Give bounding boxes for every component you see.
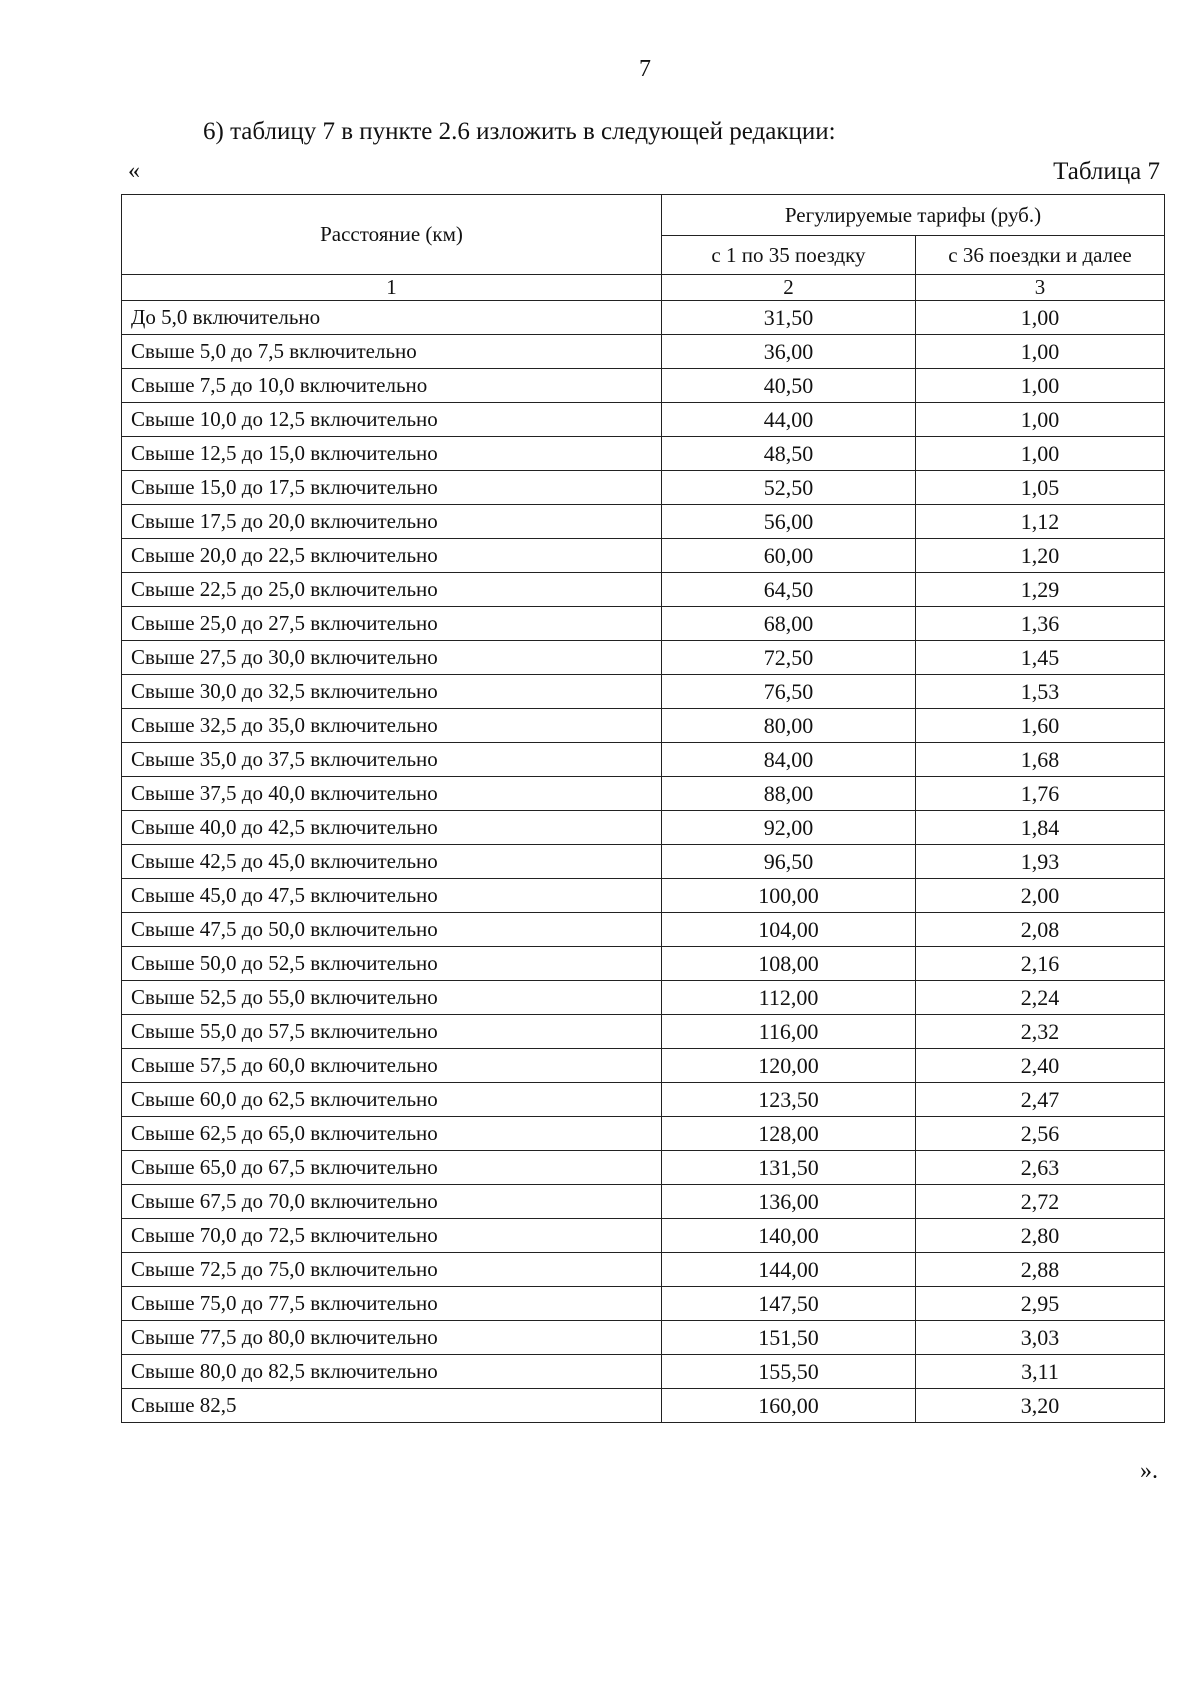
tariff-36-plus-cell: 1,76 xyxy=(916,777,1165,811)
distance-cell: Свыше 40,0 до 42,5 включительно xyxy=(122,811,662,845)
header-distance: Расстояние (км) xyxy=(122,195,662,275)
page-number: 7 xyxy=(639,56,651,82)
table-row xyxy=(122,641,1165,675)
distance-cell: Свыше 55,0 до 57,5 включительно xyxy=(122,1015,662,1049)
tariff-1-35-cell: 76,50 xyxy=(662,675,916,709)
distance-cell: Свыше 27,5 до 30,0 включительно xyxy=(122,641,662,675)
distance-cell: Свыше 15,0 до 17,5 включительно xyxy=(122,471,662,505)
table-row xyxy=(122,777,1165,811)
tariff-36-plus-cell: 2,08 xyxy=(916,913,1165,947)
tariff-36-plus-cell: 1,00 xyxy=(916,437,1165,471)
distance-cell: Свыше 77,5 до 80,0 включительно xyxy=(122,1321,662,1355)
distance-cell: Свыше 5,0 до 7,5 включительно xyxy=(122,335,662,369)
tariff-1-35-cell: 140,00 xyxy=(662,1219,916,1253)
tariff-1-35-cell: 160,00 xyxy=(662,1389,916,1423)
tariff-1-35-cell: 48,50 xyxy=(662,437,916,471)
tariff-36-plus-cell: 1,93 xyxy=(916,845,1165,879)
table-row xyxy=(122,403,1165,437)
table-row xyxy=(122,879,1165,913)
open-quote: « xyxy=(128,158,140,184)
table-row xyxy=(122,437,1165,471)
tariff-1-35-cell: 131,50 xyxy=(662,1151,916,1185)
distance-cell: Свыше 70,0 до 72,5 включительно xyxy=(122,1219,662,1253)
tariff-table-body xyxy=(122,301,1165,1423)
table-row xyxy=(122,573,1165,607)
tariff-1-35-cell: 80,00 xyxy=(662,709,916,743)
tariff-36-plus-cell: 1,12 xyxy=(916,505,1165,539)
distance-cell: Свыше 65,0 до 67,5 включительно xyxy=(122,1151,662,1185)
tariff-36-plus-cell: 2,40 xyxy=(916,1049,1165,1083)
distance-cell: Свыше 35,0 до 37,5 включительно xyxy=(122,743,662,777)
tariff-1-35-cell: 96,50 xyxy=(662,845,916,879)
table-row xyxy=(122,1253,1165,1287)
table-row xyxy=(122,913,1165,947)
distance-cell: Свыше 62,5 до 65,0 включительно xyxy=(122,1117,662,1151)
tariff-1-35-cell: 147,50 xyxy=(662,1287,916,1321)
distance-cell: Свыше 25,0 до 27,5 включительно xyxy=(122,607,662,641)
column-number: 2 xyxy=(662,275,916,301)
tariff-36-plus-cell: 3,20 xyxy=(916,1389,1165,1423)
tariff-36-plus-cell: 1,68 xyxy=(916,743,1165,777)
tariff-36-plus-cell: 2,56 xyxy=(916,1117,1165,1151)
distance-cell: Свыше 72,5 до 75,0 включительно xyxy=(122,1253,662,1287)
tariff-36-plus-cell: 2,47 xyxy=(916,1083,1165,1117)
table-row xyxy=(122,709,1165,743)
tariff-1-35-cell: 40,50 xyxy=(662,369,916,403)
tariff-1-35-cell: 52,50 xyxy=(662,471,916,505)
tariff-36-plus-cell: 1,00 xyxy=(916,301,1165,335)
table-row xyxy=(122,505,1165,539)
distance-cell: Свыше 30,0 до 32,5 включительно xyxy=(122,675,662,709)
tariff-36-plus-cell: 1,29 xyxy=(916,573,1165,607)
distance-cell: Свыше 52,5 до 55,0 включительно xyxy=(122,981,662,1015)
distance-cell: Свыше 47,5 до 50,0 включительно xyxy=(122,913,662,947)
tariff-1-35-cell: 92,00 xyxy=(662,811,916,845)
distance-cell: Свыше 32,5 до 35,0 включительно xyxy=(122,709,662,743)
table-row xyxy=(122,1015,1165,1049)
tariff-1-35-cell: 104,00 xyxy=(662,913,916,947)
tariff-36-plus-cell: 1,00 xyxy=(916,369,1165,403)
table-row xyxy=(122,607,1165,641)
tariff-36-plus-cell: 3,03 xyxy=(916,1321,1165,1355)
distance-cell: Свыше 57,5 до 60,0 включительно xyxy=(122,1049,662,1083)
tariff-1-35-cell: 112,00 xyxy=(662,981,916,1015)
table-row xyxy=(122,369,1165,403)
tariff-1-35-cell: 31,50 xyxy=(662,301,916,335)
column-number: 3 xyxy=(916,275,1165,301)
header-tariffs: Регулируемые тарифы (руб.) xyxy=(662,195,1165,236)
distance-cell: Свыше 45,0 до 47,5 включительно xyxy=(122,879,662,913)
distance-cell: Свыше 17,5 до 20,0 включительно xyxy=(122,505,662,539)
tariff-1-35-cell: 108,00 xyxy=(662,947,916,981)
tariff-table xyxy=(121,194,1165,1423)
distance-cell: Свыше 67,5 до 70,0 включительно xyxy=(122,1185,662,1219)
table-row xyxy=(122,301,1165,335)
distance-cell: Свыше 75,0 до 77,5 включительно xyxy=(122,1287,662,1321)
tariff-1-35-cell: 72,50 xyxy=(662,641,916,675)
distance-cell: Свыше 50,0 до 52,5 включительно xyxy=(122,947,662,981)
distance-cell: Свыше 10,0 до 12,5 включительно xyxy=(122,403,662,437)
tariff-36-plus-cell: 1,60 xyxy=(916,709,1165,743)
distance-cell: До 5,0 включительно xyxy=(122,301,662,335)
table-row xyxy=(122,1389,1165,1423)
header-trips-1-35: с 1 по 35 поездку xyxy=(662,236,916,275)
distance-cell: Свыше 20,0 до 22,5 включительно xyxy=(122,539,662,573)
tariff-36-plus-cell: 1,45 xyxy=(916,641,1165,675)
tariff-36-plus-cell: 2,63 xyxy=(916,1151,1165,1185)
tariff-1-35-cell: 116,00 xyxy=(662,1015,916,1049)
table-row xyxy=(122,743,1165,777)
tariff-36-plus-cell: 2,80 xyxy=(916,1219,1165,1253)
column-number: 1 xyxy=(122,275,662,301)
tariff-36-plus-cell: 2,16 xyxy=(916,947,1165,981)
tariff-36-plus-cell: 1,00 xyxy=(916,403,1165,437)
tariff-1-35-cell: 128,00 xyxy=(662,1117,916,1151)
table-row xyxy=(122,1151,1165,1185)
tariff-1-35-cell: 136,00 xyxy=(662,1185,916,1219)
tariff-36-plus-cell: 1,36 xyxy=(916,607,1165,641)
tariff-36-plus-cell: 2,95 xyxy=(916,1287,1165,1321)
distance-cell: Свыше 42,5 до 45,0 включительно xyxy=(122,845,662,879)
tariff-1-35-cell: 151,50 xyxy=(662,1321,916,1355)
table-row xyxy=(122,811,1165,845)
table-row xyxy=(122,1117,1165,1151)
distance-cell: Свыше 7,5 до 10,0 включительно xyxy=(122,369,662,403)
intro-paragraph: 6) таблицу 7 в пункте 2.6 изложить в следующей редакции: xyxy=(203,118,836,145)
tariff-1-35-cell: 44,00 xyxy=(662,403,916,437)
tariff-36-plus-cell: 2,24 xyxy=(916,981,1165,1015)
distance-cell: Свыше 82,5 xyxy=(122,1389,662,1423)
distance-cell: Свыше 12,5 до 15,0 включительно xyxy=(122,437,662,471)
tariff-36-plus-cell: 2,32 xyxy=(916,1015,1165,1049)
tariff-36-plus-cell: 1,05 xyxy=(916,471,1165,505)
tariff-1-35-cell: 120,00 xyxy=(662,1049,916,1083)
tariff-1-35-cell: 100,00 xyxy=(662,879,916,913)
table-row xyxy=(122,947,1165,981)
tariff-1-35-cell: 144,00 xyxy=(662,1253,916,1287)
tariff-1-35-cell: 64,50 xyxy=(662,573,916,607)
tariff-1-35-cell: 84,00 xyxy=(662,743,916,777)
table-row xyxy=(122,335,1165,369)
table-row xyxy=(122,471,1165,505)
distance-cell: Свыше 37,5 до 40,0 включительно xyxy=(122,777,662,811)
table-row xyxy=(122,1287,1165,1321)
table-row xyxy=(122,539,1165,573)
tariff-1-35-cell: 68,00 xyxy=(662,607,916,641)
distance-cell: Свыше 60,0 до 62,5 включительно xyxy=(122,1083,662,1117)
table-row xyxy=(122,981,1165,1015)
tariff-36-plus-cell: 2,00 xyxy=(916,879,1165,913)
table-row xyxy=(122,1219,1165,1253)
tariff-36-plus-cell: 2,88 xyxy=(916,1253,1165,1287)
tariff-36-plus-cell: 1,00 xyxy=(916,335,1165,369)
distance-cell: Свыше 80,0 до 82,5 включительно xyxy=(122,1355,662,1389)
tariff-1-35-cell: 88,00 xyxy=(662,777,916,811)
tariff-36-plus-cell: 1,84 xyxy=(916,811,1165,845)
table-row xyxy=(122,675,1165,709)
table-row xyxy=(122,1355,1165,1389)
tariff-36-plus-cell: 1,20 xyxy=(916,539,1165,573)
tariff-1-35-cell: 56,00 xyxy=(662,505,916,539)
tariff-1-35-cell: 123,50 xyxy=(662,1083,916,1117)
tariff-1-35-cell: 36,00 xyxy=(662,335,916,369)
table-row xyxy=(122,1321,1165,1355)
tariff-1-35-cell: 60,00 xyxy=(662,539,916,573)
tariff-36-plus-cell: 3,11 xyxy=(916,1355,1165,1389)
header-trips-36-plus: с 36 поездки и далее xyxy=(916,236,1165,275)
tariff-36-plus-cell: 1,53 xyxy=(916,675,1165,709)
table-row xyxy=(122,1083,1165,1117)
table-caption: Таблица 7 xyxy=(1053,158,1160,185)
table-row xyxy=(122,845,1165,879)
table-row xyxy=(122,1185,1165,1219)
distance-cell: Свыше 22,5 до 25,0 включительно xyxy=(122,573,662,607)
table-row xyxy=(122,1049,1165,1083)
tariff-1-35-cell: 155,50 xyxy=(662,1355,916,1389)
tariff-36-plus-cell: 2,72 xyxy=(916,1185,1165,1219)
close-quote: ». xyxy=(1140,1458,1158,1484)
